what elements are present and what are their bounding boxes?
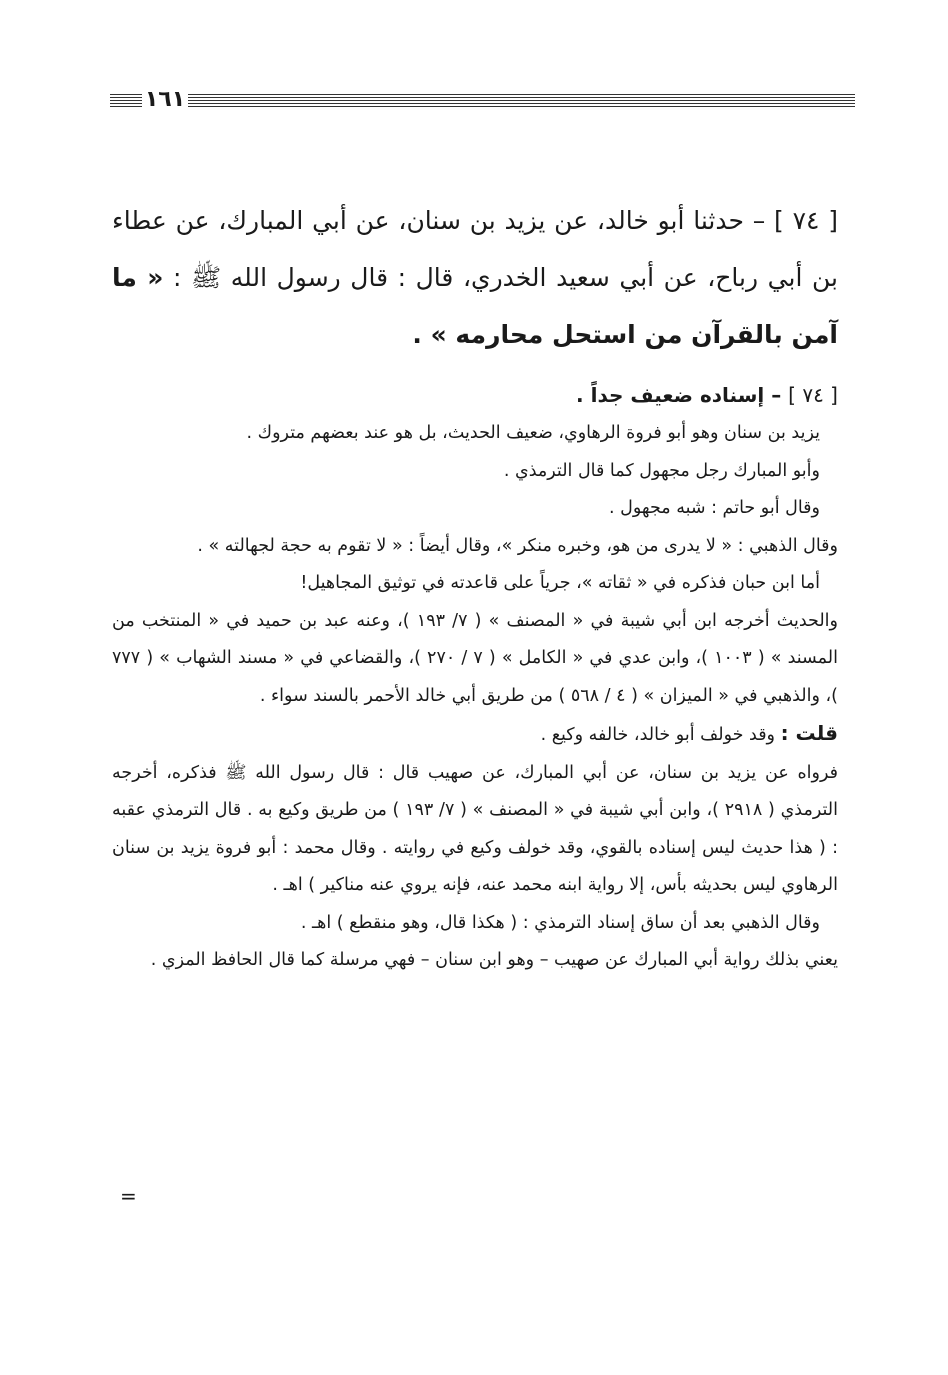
takhrij-heading — [112, 375, 838, 415]
hadith-dash: – — [752, 206, 766, 235]
page-header — [110, 88, 855, 114]
takhrij-dash: – — [771, 383, 782, 407]
takhrij-number: [ ٧٤ ] — [788, 383, 838, 407]
qultu-label: قلت : — [780, 721, 838, 745]
header-rule-right — [188, 94, 855, 107]
takhrij-paragraph: يعني بذلك رواية أبي المبارك عن صهيب – وهو ابن سنان – فهي مرسلة كما قال الحافظ المزي . — [150, 950, 838, 970]
takhrij-paragraph: يزيد بن سنان وهو أبو فروة الرهاوي، ضعيف الحديث، بل هو عند بعضهم متروك . — [246, 423, 820, 443]
takhrij-paragraph: والحديث أخرجه ابن أبي شيبة في « المصنف » ( ٧/ ١٩٣ )، وعنه عبد بن حميد في « المنتخب من المسند » ( ١٠٠٣ )، وابن عدي في « الكامل » ( ٧ / ٢٧٠ )، والقضاعي في « مسند الشهاب » ( ٧٧٧ )، والذهبي في « الميزان » ( ٤ / ٥٦٨ ) من طريق أبي خالد الأحمر بالسند سواء . — [112, 610, 838, 706]
page-number: ١٦١ — [144, 87, 186, 112]
takhrij-paragraph: فرواه عن يزيد بن سنان، عن أبي المبارك، عن صهيب قال : قال رسول الله ﷺ فذكره، أخرجه الترمذي ( ٢٩١٨ )، وابن أبي شيبة في « المصنف » ( ٧/ ١٩٣ ) من طريق وكيع به . قال الترمذي عقبه : ( هذا حديث ليس إسناده بالقوي، وقد خولف وكيع في روايته . وقال محمد : أبو فروة يزيد بن سنان الرهاوي ليس بحديثه بأس، إلا رواية ابنه محمد عنه، فإنه يروي عنه مناكير ) اهـ . — [112, 762, 838, 895]
takhrij-paragraph: وقال الذهبي بعد أن ساق إسناد الترمذي : ( هكذا قال، وهو منقطع ) اهـ . — [300, 912, 820, 933]
hadith-text: حدثنا أبو خالد، عن يزيد بن سنان، عن أبي المبارك، عن عطاء بن أبي رباح، عن أبي سعيد الخدري، قال : قال رسول الله ﷺ : — [112, 206, 838, 292]
header-rule-left — [110, 94, 142, 107]
takhrij-paragraph: وأبو المبارك رجل مجهول كما قال الترمذي . — [503, 460, 820, 481]
qultu-text: وقد خولف أبو خالد، خالفه وكيع . — [540, 725, 776, 745]
hadith-matn: « ما آمن بالقرآن من استحل محارمه » . — [112, 263, 838, 349]
continues-mark: = — [120, 1184, 137, 1208]
qultu-paragraph — [112, 715, 838, 755]
takhrij-grade: إسناده ضعيف جداً . — [576, 383, 765, 407]
hadith-text-block — [112, 192, 838, 363]
takhrij-paragraph: أما ابن حبان فذكره في « ثقاته »، جرياً على قاعدته في توثيق المجاهيل! — [300, 573, 820, 593]
page-content — [112, 192, 838, 980]
takhrij-paragraph: وقال الذهبي : « لا يدرى من هو، وخبره منكر »، وقال أيضاً : « لا تقوم به حجة لجهالته » . — [197, 535, 838, 556]
hadith-number: [ ٧٤ ] — [774, 206, 839, 235]
takhrij-paragraph: وقال أبو حاتم : شبه مجهول . — [609, 498, 820, 518]
